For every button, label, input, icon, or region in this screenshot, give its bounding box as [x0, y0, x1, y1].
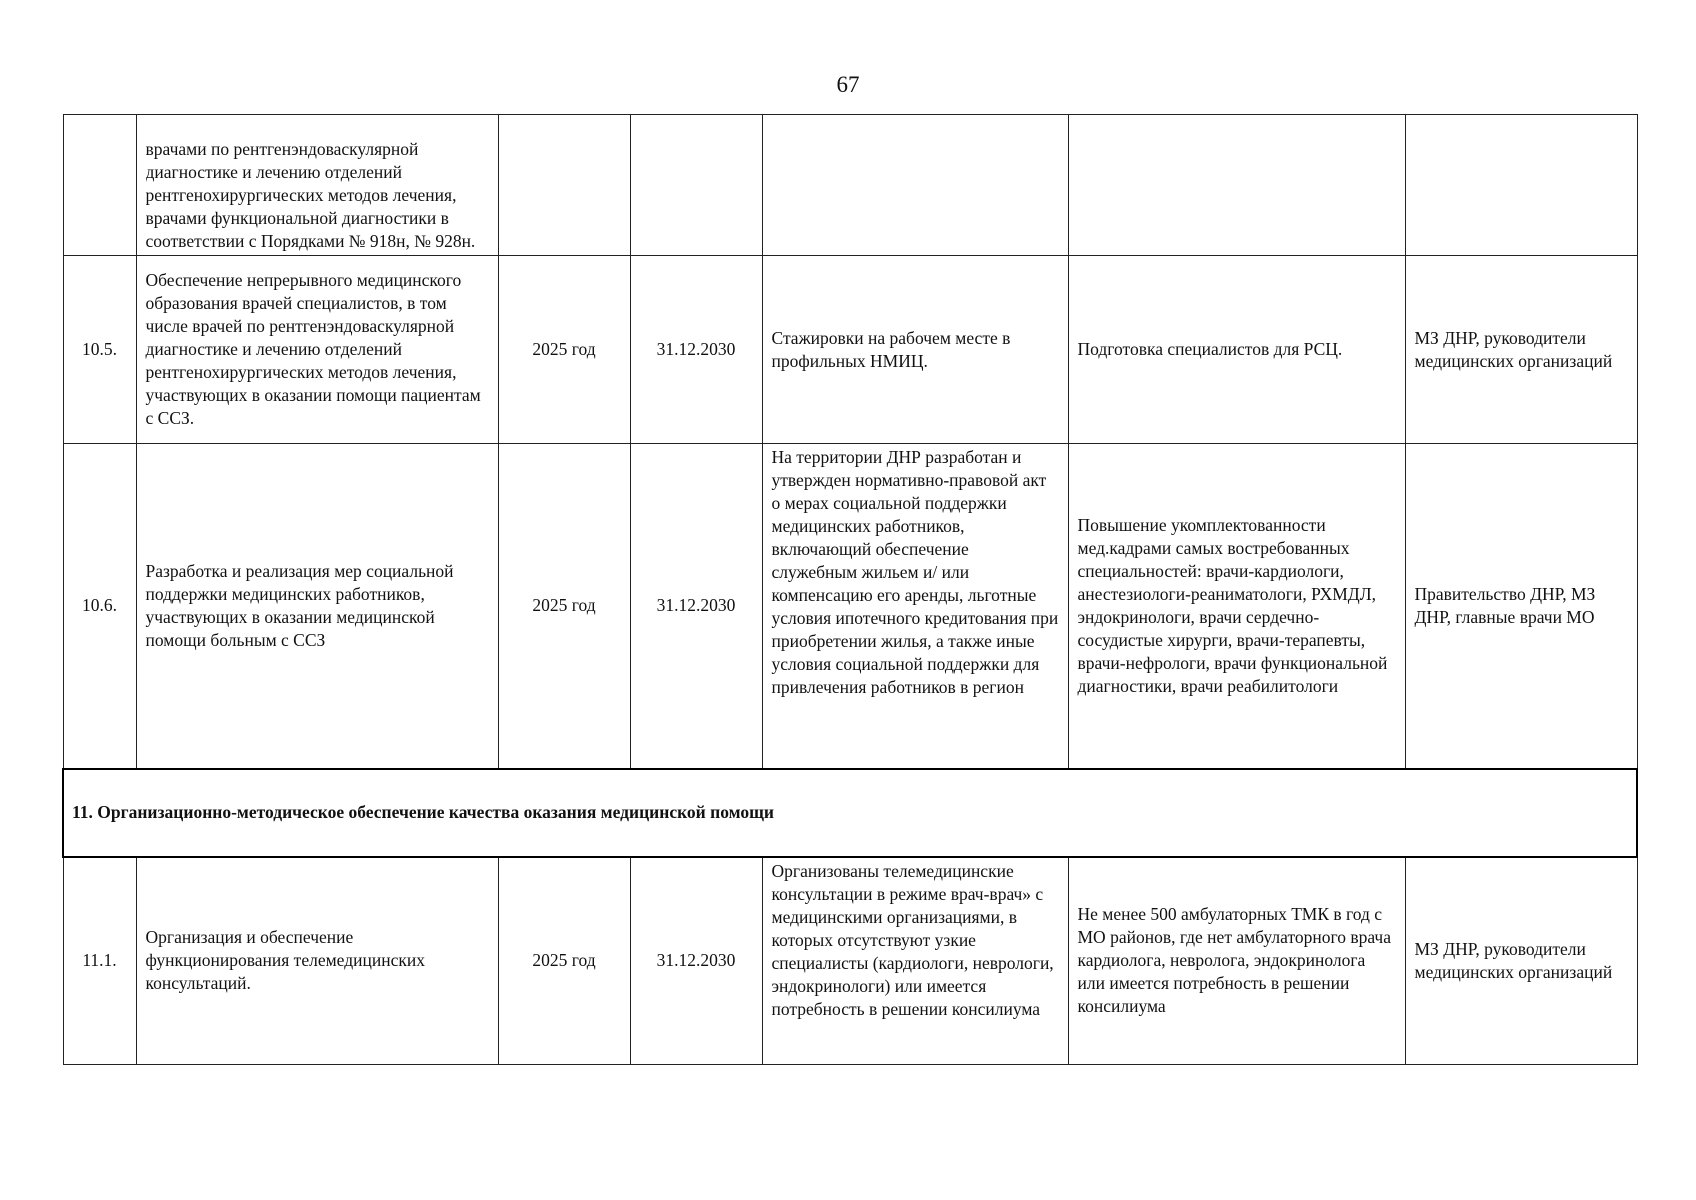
- row-description: Обеспечение непрерывного медицинского образования врачей специалистов, в том числе врачей по рентгенэндоваскулярной диагностике и лечению отделений рентгенохирургических методов лечения, участвующих в оказании помощи пациентам с ССЗ.: [136, 256, 498, 444]
- section-title: 11. Организационно-методическое обеспечение качества оказания медицинской помощи: [63, 769, 1637, 857]
- cell-result: [762, 115, 1068, 256]
- cell-description: [136, 115, 498, 256]
- row-responsible: МЗ ДНР, руководители медицинских организаций: [1405, 857, 1637, 1065]
- row-description: Разработка и реализация мер социальной поддержки медицинских работников, участвующих в оказании медицинской помощи больным с ССЗ: [136, 444, 498, 769]
- row-end: 31.12.2030: [630, 444, 762, 769]
- cell-number: [63, 115, 136, 256]
- table-row-10-5: [63, 256, 1637, 444]
- row-end: 31.12.2030: [630, 857, 762, 1065]
- row-result: Стажировки на рабочем месте в профильных НМИЦ.: [762, 256, 1068, 444]
- action-plan-table: [62, 114, 1636, 1065]
- section-heading-row: [63, 769, 1637, 857]
- row-number: 10.6.: [63, 444, 136, 769]
- row-indicator: Повышение укомплектованности мед.кадрами самых востребованных специальностей: врачи-кардиологи, анестезиологи-реаниматологи, РХМДЛ, эндокринологи, врачи сердечно-сосудистые хирурги, врачи-терапевты, врачи-нефрологи, врачи функциональной диагностики, врачи реабилитологи: [1068, 444, 1405, 769]
- row-result: Организованы телемедицинские консультации в режиме врач-врач» с медицинскими организациями, в которых отсутствуют узкие специалисты (кардиологи, неврологи, эндокринологи) или имеется потребность в решении консилиума: [762, 857, 1068, 1065]
- cell-indicator: [1068, 115, 1405, 256]
- table-row-11-1: [63, 857, 1637, 1065]
- row-responsible: МЗ ДНР, руководители медицинских организаций: [1405, 256, 1637, 444]
- row-number: 10.5.: [63, 256, 136, 444]
- row-end: 31.12.2030: [630, 256, 762, 444]
- row-responsible: Правительство ДНР, МЗ ДНР, главные врачи МО: [1405, 444, 1637, 769]
- page-number: 67: [836, 72, 860, 97]
- row-start: 2025 год: [498, 256, 630, 444]
- row-number: 11.1.: [63, 857, 136, 1065]
- row-start: 2025 год: [498, 444, 630, 769]
- row-indicator: Не менее 500 амбулаторных ТМК в год с МО районов, где нет амбулаторного врача кардиолога, невролога, эндокринолога или имеется потребность в решении консилиума: [1068, 857, 1405, 1065]
- description-text: врачами по рентгенэндоваскулярной диагностике и лечению отделений рентгенохирургических методов лечения, врачами функциональной диагностики в соответствии с Порядками № 918н, № 928н.: [145, 139, 476, 251]
- row-indicator: Подготовка специалистов для РСЦ.: [1068, 256, 1405, 444]
- cell-start: [498, 115, 630, 256]
- cell-responsible: [1405, 115, 1637, 256]
- row-start: 2025 год: [498, 857, 630, 1065]
- table-row-continuation: [63, 115, 1637, 256]
- row-result: На территории ДНР разработан и утвержден нормативно-правовой акт о мерах социальной поддержки медицинских работников, включающий обеспечение служебным жильем и/ или компенсацию его аренды, льготные условия ипотечного кредитования при приобретении жилья, а также иные условия социальной поддержки для привлечения работников в регион: [762, 444, 1068, 769]
- row-description: Организация и обеспечение функционирования телемедицинских консультаций.: [136, 857, 498, 1065]
- cell-end: [630, 115, 762, 256]
- table-row-10-6: [63, 444, 1637, 769]
